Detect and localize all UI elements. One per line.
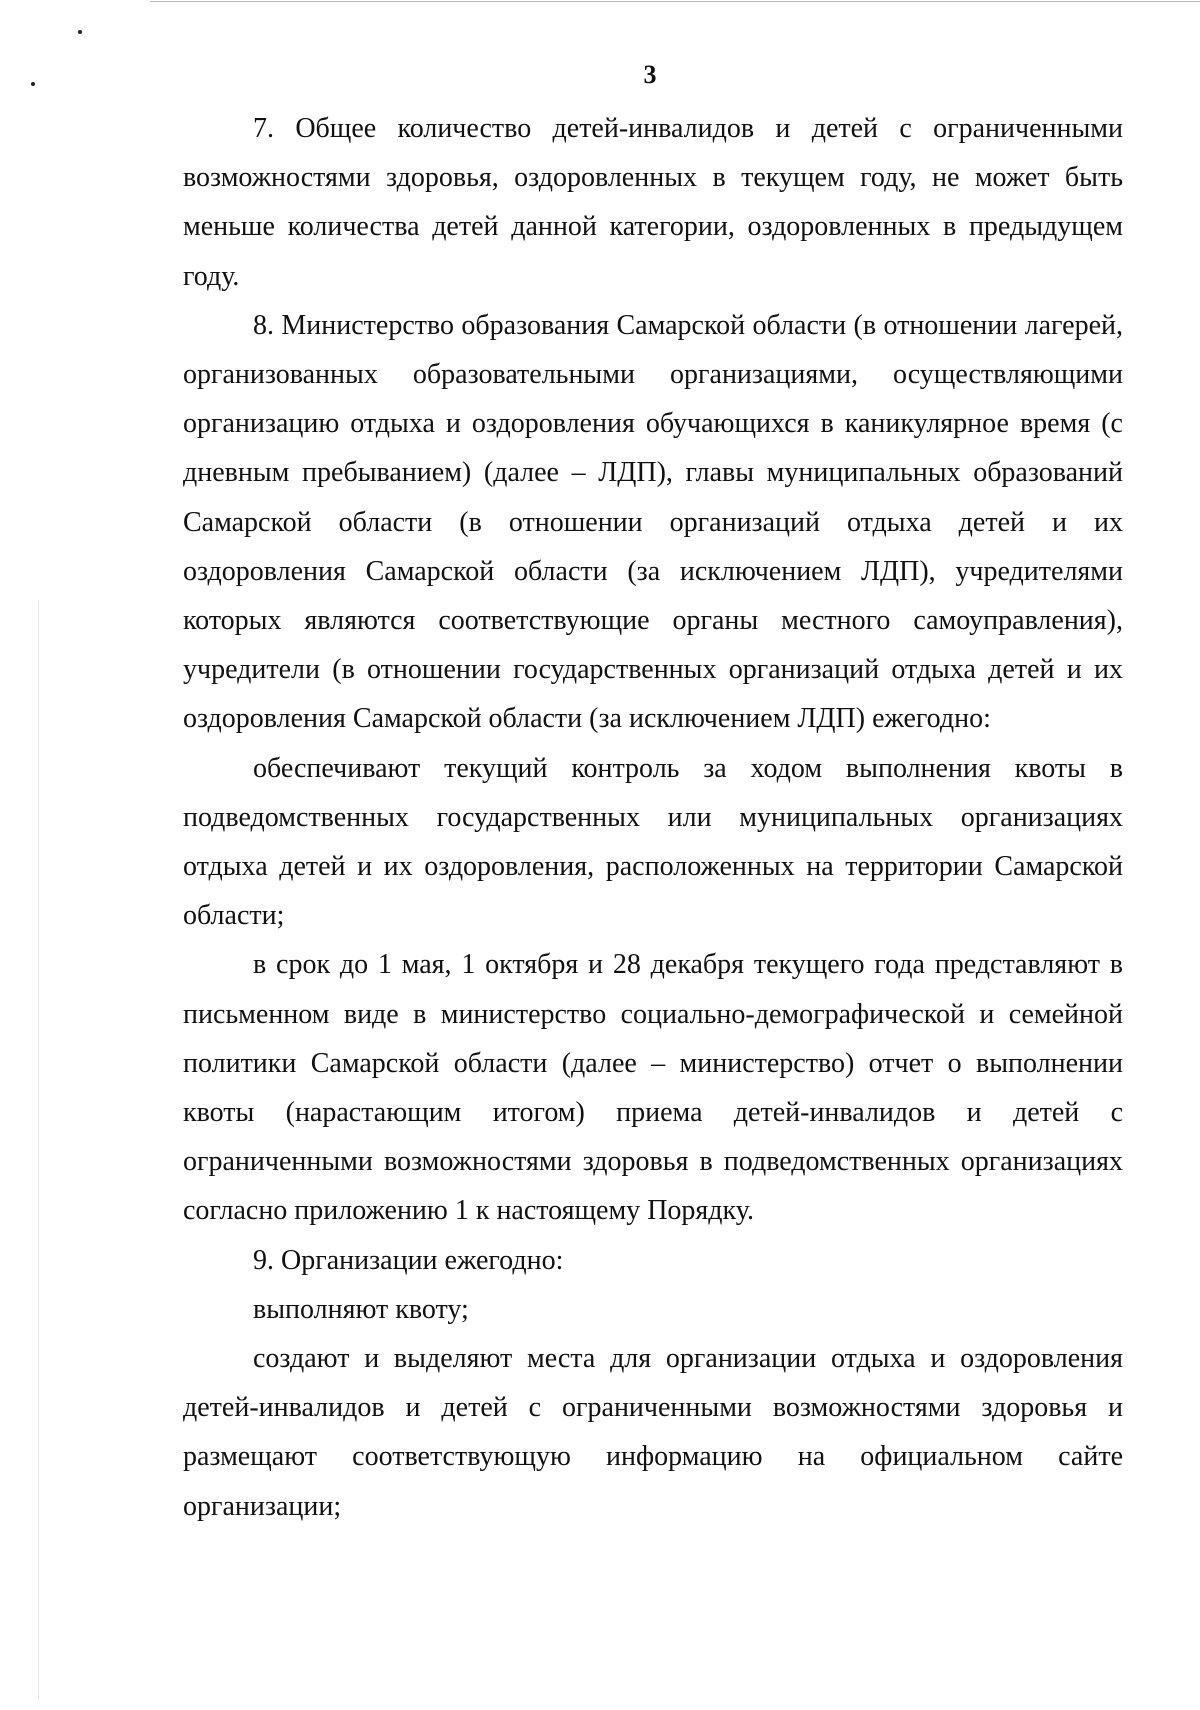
paragraph-8: 8. Министерство образования Самарской области (в отношении лагерей, организованных образовательными организациями, осуществляющими организацию отдыха и оздоровления обучающихся в каникулярное время (с дневным пребыванием) (далее – ЛДП), главы муниципальных образований Самарской области (в отношении организаций отдыха детей и их оздоровления Самарской области (за исключением ЛДП), учредителями которых являются соответствующие органы местного самоуправления), учредители (в отношении государственных организаций отдыха детей и их оздоровления Самарской области (за исключением ЛДП) ежегодно: xyxy=(183,309,1123,735)
paragraph-9: 9. Организации ежегодно: xyxy=(253,1244,564,1276)
paragraph-8-report: в срок до 1 мая, 1 октября и 28 декабря текущего года представляют в письменном виде в министерство социально-демографической и семейной политики Самарской области (далее – министерство) отчет о выполнении квоты (нарастающим итогом) приема детей-инвалидов и детей с ограниченными возможностями здоровья в подведомственных организациях согласно приложению 1 к настоящему Порядку. xyxy=(183,949,1123,1227)
scan-speck xyxy=(78,30,82,34)
scan-edge-line xyxy=(150,1,1200,2)
scan-margin-line xyxy=(38,600,39,1700)
document-body xyxy=(183,104,1123,1531)
page-number: 3 xyxy=(643,60,657,89)
paragraph-7: 7. Общее количество детей-инвалидов и детей с ограниченными возможностями здоровья, оздоровленных в текущем году, не может быть меньше количества детей данной категории, оздоровленных в предыдущем году. xyxy=(183,113,1123,292)
paragraph-8-control: обеспечивают текущий контроль за ходом выполнения квоты в подведомственных государственных или муниципальных организациях отдыха детей и их оздоровления, расположенных на территории Самарской области; xyxy=(183,752,1123,932)
paragraph-9-quota: выполняют квоту; xyxy=(253,1293,469,1325)
paragraph-9-places: создают и выделяют места для организации отдыха и оздоровления детей-инвалидов и детей с ограниченными возможностями здоровья и размещают соответствующую информацию на официальном сайте организации; xyxy=(183,1343,1123,1522)
